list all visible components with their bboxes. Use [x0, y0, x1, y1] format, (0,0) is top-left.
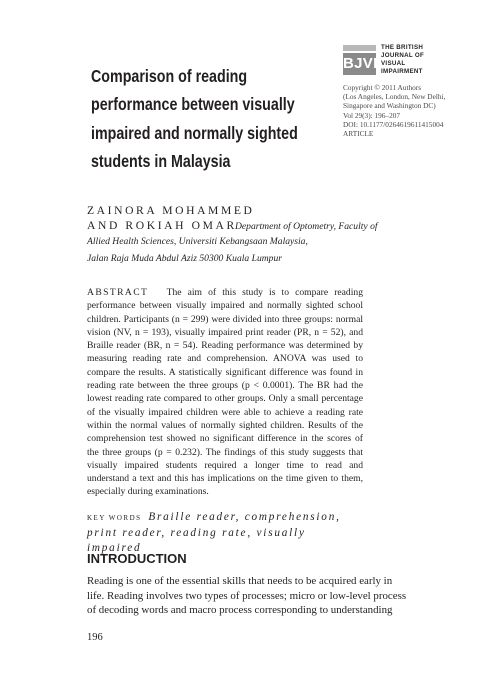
logo-bar: [343, 45, 376, 51]
affiliation-line: Jalan Raja Muda Abdul Aziz 50300 Kuala Lumpur: [87, 253, 282, 264]
abstract-label: ABSTRACT: [87, 287, 149, 298]
page-number: 196: [87, 632, 103, 643]
journal-logo: BJVI: [343, 53, 376, 75]
section-heading: INTRODUCTION: [87, 551, 187, 566]
keywords: [87, 510, 363, 556]
author-line: AND ROKIAH OMAR: [87, 219, 237, 232]
volume-line: Vol 29(3): 196–207: [343, 110, 401, 120]
publication-info: [343, 83, 478, 138]
journal-name: [381, 44, 471, 76]
affiliation-line: Allied Health Sciences, Universiti Kebangsaan Malaysia,: [87, 236, 308, 247]
title-line: impaired and normally sighted: [91, 122, 298, 143]
article-title: [91, 62, 298, 176]
author-line: ZAINORA MOHAMMED: [87, 204, 255, 217]
intro-paragraph: [87, 574, 427, 618]
article-type: ARTICLE: [343, 129, 374, 139]
title-line: Comparison of reading: [91, 66, 248, 86]
publisher-locations-line: Singapore and Washington DC): [343, 101, 436, 111]
body-line: of decoding words and macro process corresponding to understanding: [87, 604, 393, 617]
journal-name-line: VISUAL: [381, 59, 406, 67]
keywords-text: Braille reader, comprehension, print reader, reading rate, visually impaired: [87, 511, 341, 554]
abstract: [87, 286, 363, 499]
abstract-text: The aim of this study is to compare reading performance between visually impaired and normally sighted school children. Participants (n = 299) were divided into three groups: normal vision (NV, n = 193), visually impaired print reader (PR, n = 52), and Braille reader (BR, n = 54). Reading performance was determined by measuring reading rate and comprehension. ANOVA was used to compare the results. A statistically significant difference was found in reading rate between the three groups (p < 0.0001). The BR had the lowest reading rate compared to other groups. Only a small percentage of the visually impaired children were able to achieve a reading rate within the normal values of normally sighted children. Results of the comprehension test showed no significant difference in the scores of the three groups (p = 0.232). The findings of this study suggests that visually impaired students required a longer time to read and understand a text and this has implications on the time given to them, especially during examinations.: [87, 287, 363, 498]
journal-name-line: JOURNAL OF: [381, 51, 425, 59]
doi-line: DOI: 10.1177/0264619611415004: [343, 119, 444, 129]
keywords-label: KEY WORDS: [87, 514, 142, 522]
affiliation-line: Department of Optometry, Faculty of: [235, 221, 378, 232]
journal-name-line: THE BRITISH: [381, 44, 424, 51]
body-line: life. Reading involves two types of processes; micro or low-level process: [87, 589, 407, 602]
copyright-line: Copyright © 2011 Authors: [343, 83, 422, 92]
title-line: students in Malaysia: [91, 151, 231, 172]
journal-name-line: IMPAIRMENT: [381, 67, 423, 75]
title-line: performance between visually: [91, 94, 295, 115]
body-line: Reading is one of the essential skills that needs to be acquired early in: [87, 575, 393, 587]
publisher-locations-line: (Los Angeles, London, New Delhi,: [343, 92, 446, 102]
